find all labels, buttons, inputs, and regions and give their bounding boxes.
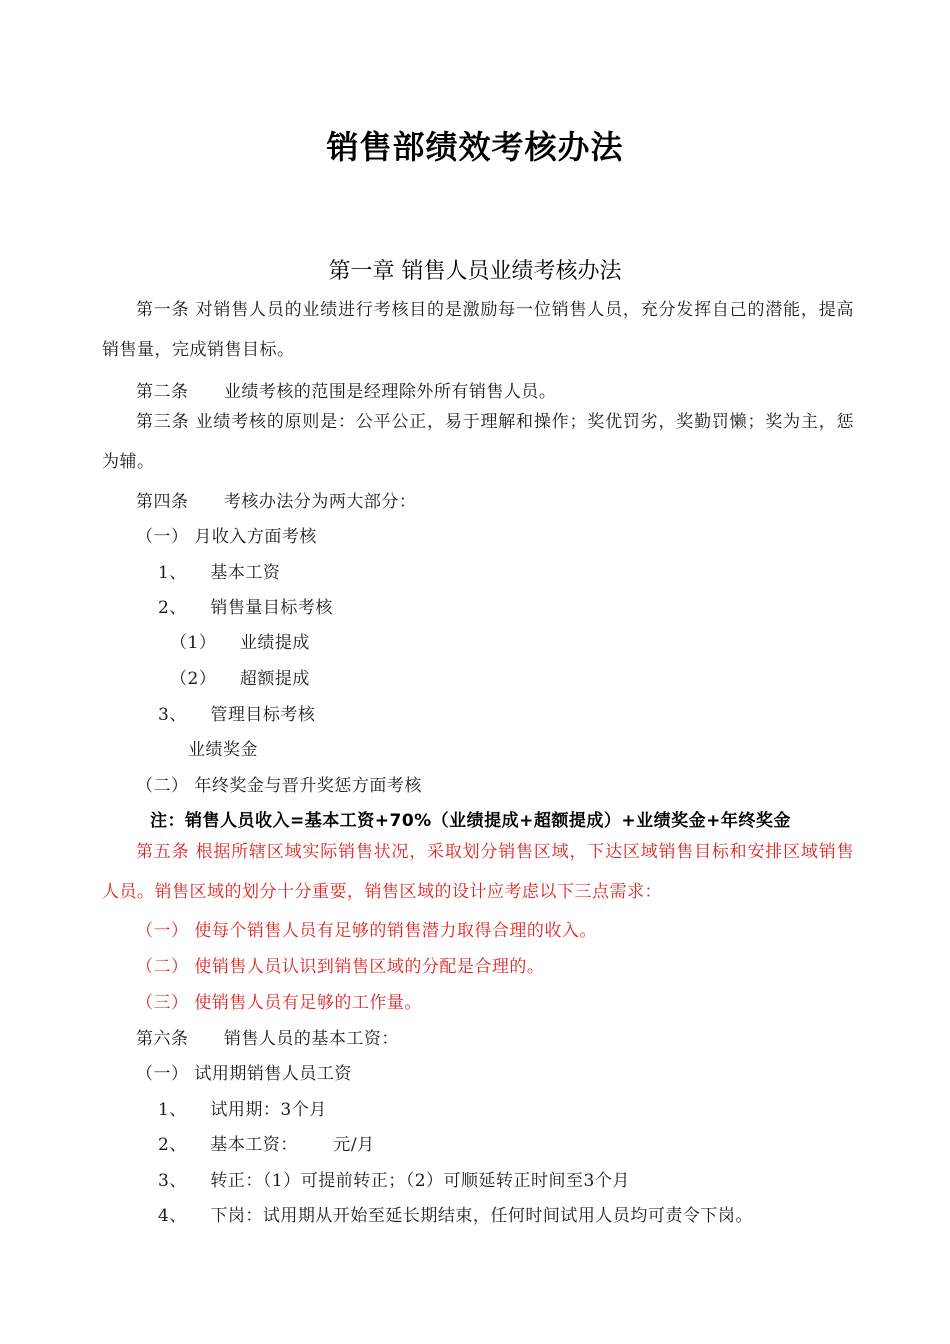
list-item: 3、 转正：（1）可提前转正；（2）可顺延转正时间至3个月 [158,1171,630,1191]
list-item: （一） 月收入方面考核 [136,527,317,547]
list-item: 4、 下岗：试用期从开始至延长期结束，任何时间试用人员均可责令下岗。 [158,1206,753,1226]
list-item: 1、 基本工资 [158,563,281,583]
list-item: （二） 年终奖金与晋升奖惩方面考核 [136,776,422,796]
list-item: 2、 销售量目标考核 [158,598,333,618]
list-item: 1、 试用期：3个月 [158,1100,327,1120]
article-1: 第一条 对销售人员的业绩进行考核目的是激励每一位销售人员，充分发挥自己的潜能，提高销售量，完成销售目标。 [102,300,854,360]
article-4: 第四条 考核办法分为两大部分： [136,492,417,512]
article-3: 第三条 业绩考核的原则是：公平公正，易于理解和操作；奖优罚劣，奖勤罚懒；奖为主，惩为辅。 [102,412,854,472]
list-item: 3、 管理目标考核 [158,705,316,725]
article-6: 第六条 销售人员的基本工资： [136,1029,399,1049]
article-5: 第五条 根据所辖区域实际销售状况，采取划分销售区域，下达区域销售目标和安排区域销售人员。销售区域的划分十分重要，销售区域的设计应考虑以下三点需求： [102,842,854,902]
list-item: （一） 试用期销售人员工资 [136,1064,352,1084]
list-item: （1） 业绩提成 [170,633,310,653]
list-item: 2、 基本工资： 元/月 [158,1135,375,1155]
list-item: （二） 使销售人员认识到销售区域的分配是合理的。 [136,957,545,977]
document-title: 销售部绩效考核办法 [326,128,624,166]
list-item: 业绩奖金 [188,740,258,760]
article-2: 第二条 业绩考核的范围是经理除外所有销售人员。 [136,382,557,402]
chapter-heading: 第一章 销售人员业绩考核办法 [328,259,622,284]
list-item: （一） 使每个销售人员有足够的销售潜力取得合理的收入。 [136,921,597,941]
income-note: 注：销售人员收入=基本工资+70%（业绩提成+超额提成）+业绩奖金+年终奖金 [150,811,791,831]
list-item: （2） 超额提成 [170,669,310,689]
list-item: （三） 使销售人员有足够的工作量。 [136,993,422,1013]
